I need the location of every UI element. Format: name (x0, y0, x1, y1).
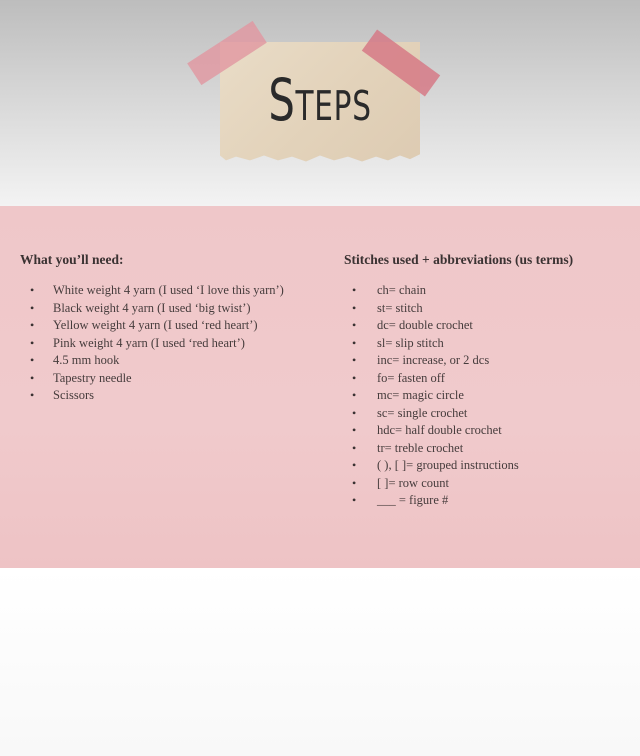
bullet-icon: • (30, 283, 35, 297)
bullet-icon: • (352, 388, 357, 402)
list-item-text: tr= treble crochet (377, 440, 464, 455)
list-item (20, 335, 300, 353)
bullet-icon: • (352, 440, 357, 455)
list-item-text: mc= magic circle (377, 388, 464, 402)
list-item (344, 422, 634, 440)
list-item (344, 405, 634, 423)
list-item (20, 387, 300, 405)
list-item (344, 387, 634, 405)
bullet-icon: • (352, 283, 357, 297)
page-title: Steps (268, 66, 372, 134)
bullet-icon: • (30, 300, 35, 315)
stitches-heading: Stitches used + abbreviations (us terms) (344, 252, 574, 267)
list-item (344, 317, 634, 335)
list-item-text: ch= chain (377, 283, 427, 297)
list-item-text: ( ), [ ]= grouped instructions (377, 458, 519, 472)
list-item-text: st= stitch (377, 300, 423, 315)
list-item (20, 352, 300, 370)
list-item (344, 457, 634, 475)
bullet-icon: • (30, 388, 35, 402)
list-item-text: Yellow weight 4 yarn (I used ‘red heart’) (53, 318, 258, 332)
list-item-text: dc= double crochet (377, 318, 473, 332)
list-item-text: Scissors (53, 388, 94, 402)
bullet-icon: • (352, 353, 357, 367)
list-item (20, 370, 300, 388)
list-item-text: [ ]= row count (377, 475, 449, 490)
bullet-icon: • (352, 493, 357, 507)
bullet-icon: • (352, 475, 357, 490)
list-item (344, 440, 634, 458)
materials-section (20, 250, 300, 405)
list-item (344, 475, 634, 493)
bullet-icon: • (352, 318, 357, 332)
list-item-text: Tapestry needle (53, 370, 132, 385)
list-item-text: 4.5 mm hook (53, 353, 120, 367)
bullet-icon: • (352, 423, 357, 437)
list-item-text: hdc= half double crochet (377, 423, 502, 437)
list-item-text: Pink weight 4 yarn (I used ‘red heart’) (53, 335, 245, 350)
footer-background (0, 568, 640, 756)
list-item (20, 317, 300, 335)
list-item (344, 370, 634, 388)
bullet-icon: • (30, 335, 35, 350)
list-item (20, 282, 300, 300)
stitches-section (344, 250, 634, 510)
list-item (344, 352, 634, 370)
list-item (344, 300, 634, 318)
list-item-text: sc= single crochet (377, 405, 468, 420)
list-item-text: fo= fasten off (377, 370, 445, 385)
list-item (20, 300, 300, 318)
materials-heading: What you’ll need: (20, 252, 124, 267)
list-item (344, 282, 634, 300)
list-item-text: Black weight 4 yarn (I used ‘big twist’) (53, 300, 251, 315)
list-item-text: inc= increase, or 2 dcs (377, 353, 490, 367)
bullet-icon: • (352, 335, 357, 350)
bullet-icon: • (352, 458, 357, 472)
bullet-icon: • (352, 405, 357, 420)
materials-list (20, 282, 300, 405)
bullet-icon: • (30, 370, 35, 385)
bullet-icon: • (352, 370, 357, 385)
bullet-icon: • (30, 353, 35, 367)
list-item (344, 492, 634, 510)
stitches-list (344, 282, 634, 510)
list-item-text: sl= slip stitch (377, 335, 444, 350)
list-item-text: White weight 4 yarn (I used ‘I love this yarn’) (53, 283, 284, 297)
bullet-icon: • (30, 318, 35, 332)
list-item-text: ___ = figure # (377, 493, 449, 507)
list-item (344, 335, 634, 353)
bullet-icon: • (352, 300, 357, 315)
